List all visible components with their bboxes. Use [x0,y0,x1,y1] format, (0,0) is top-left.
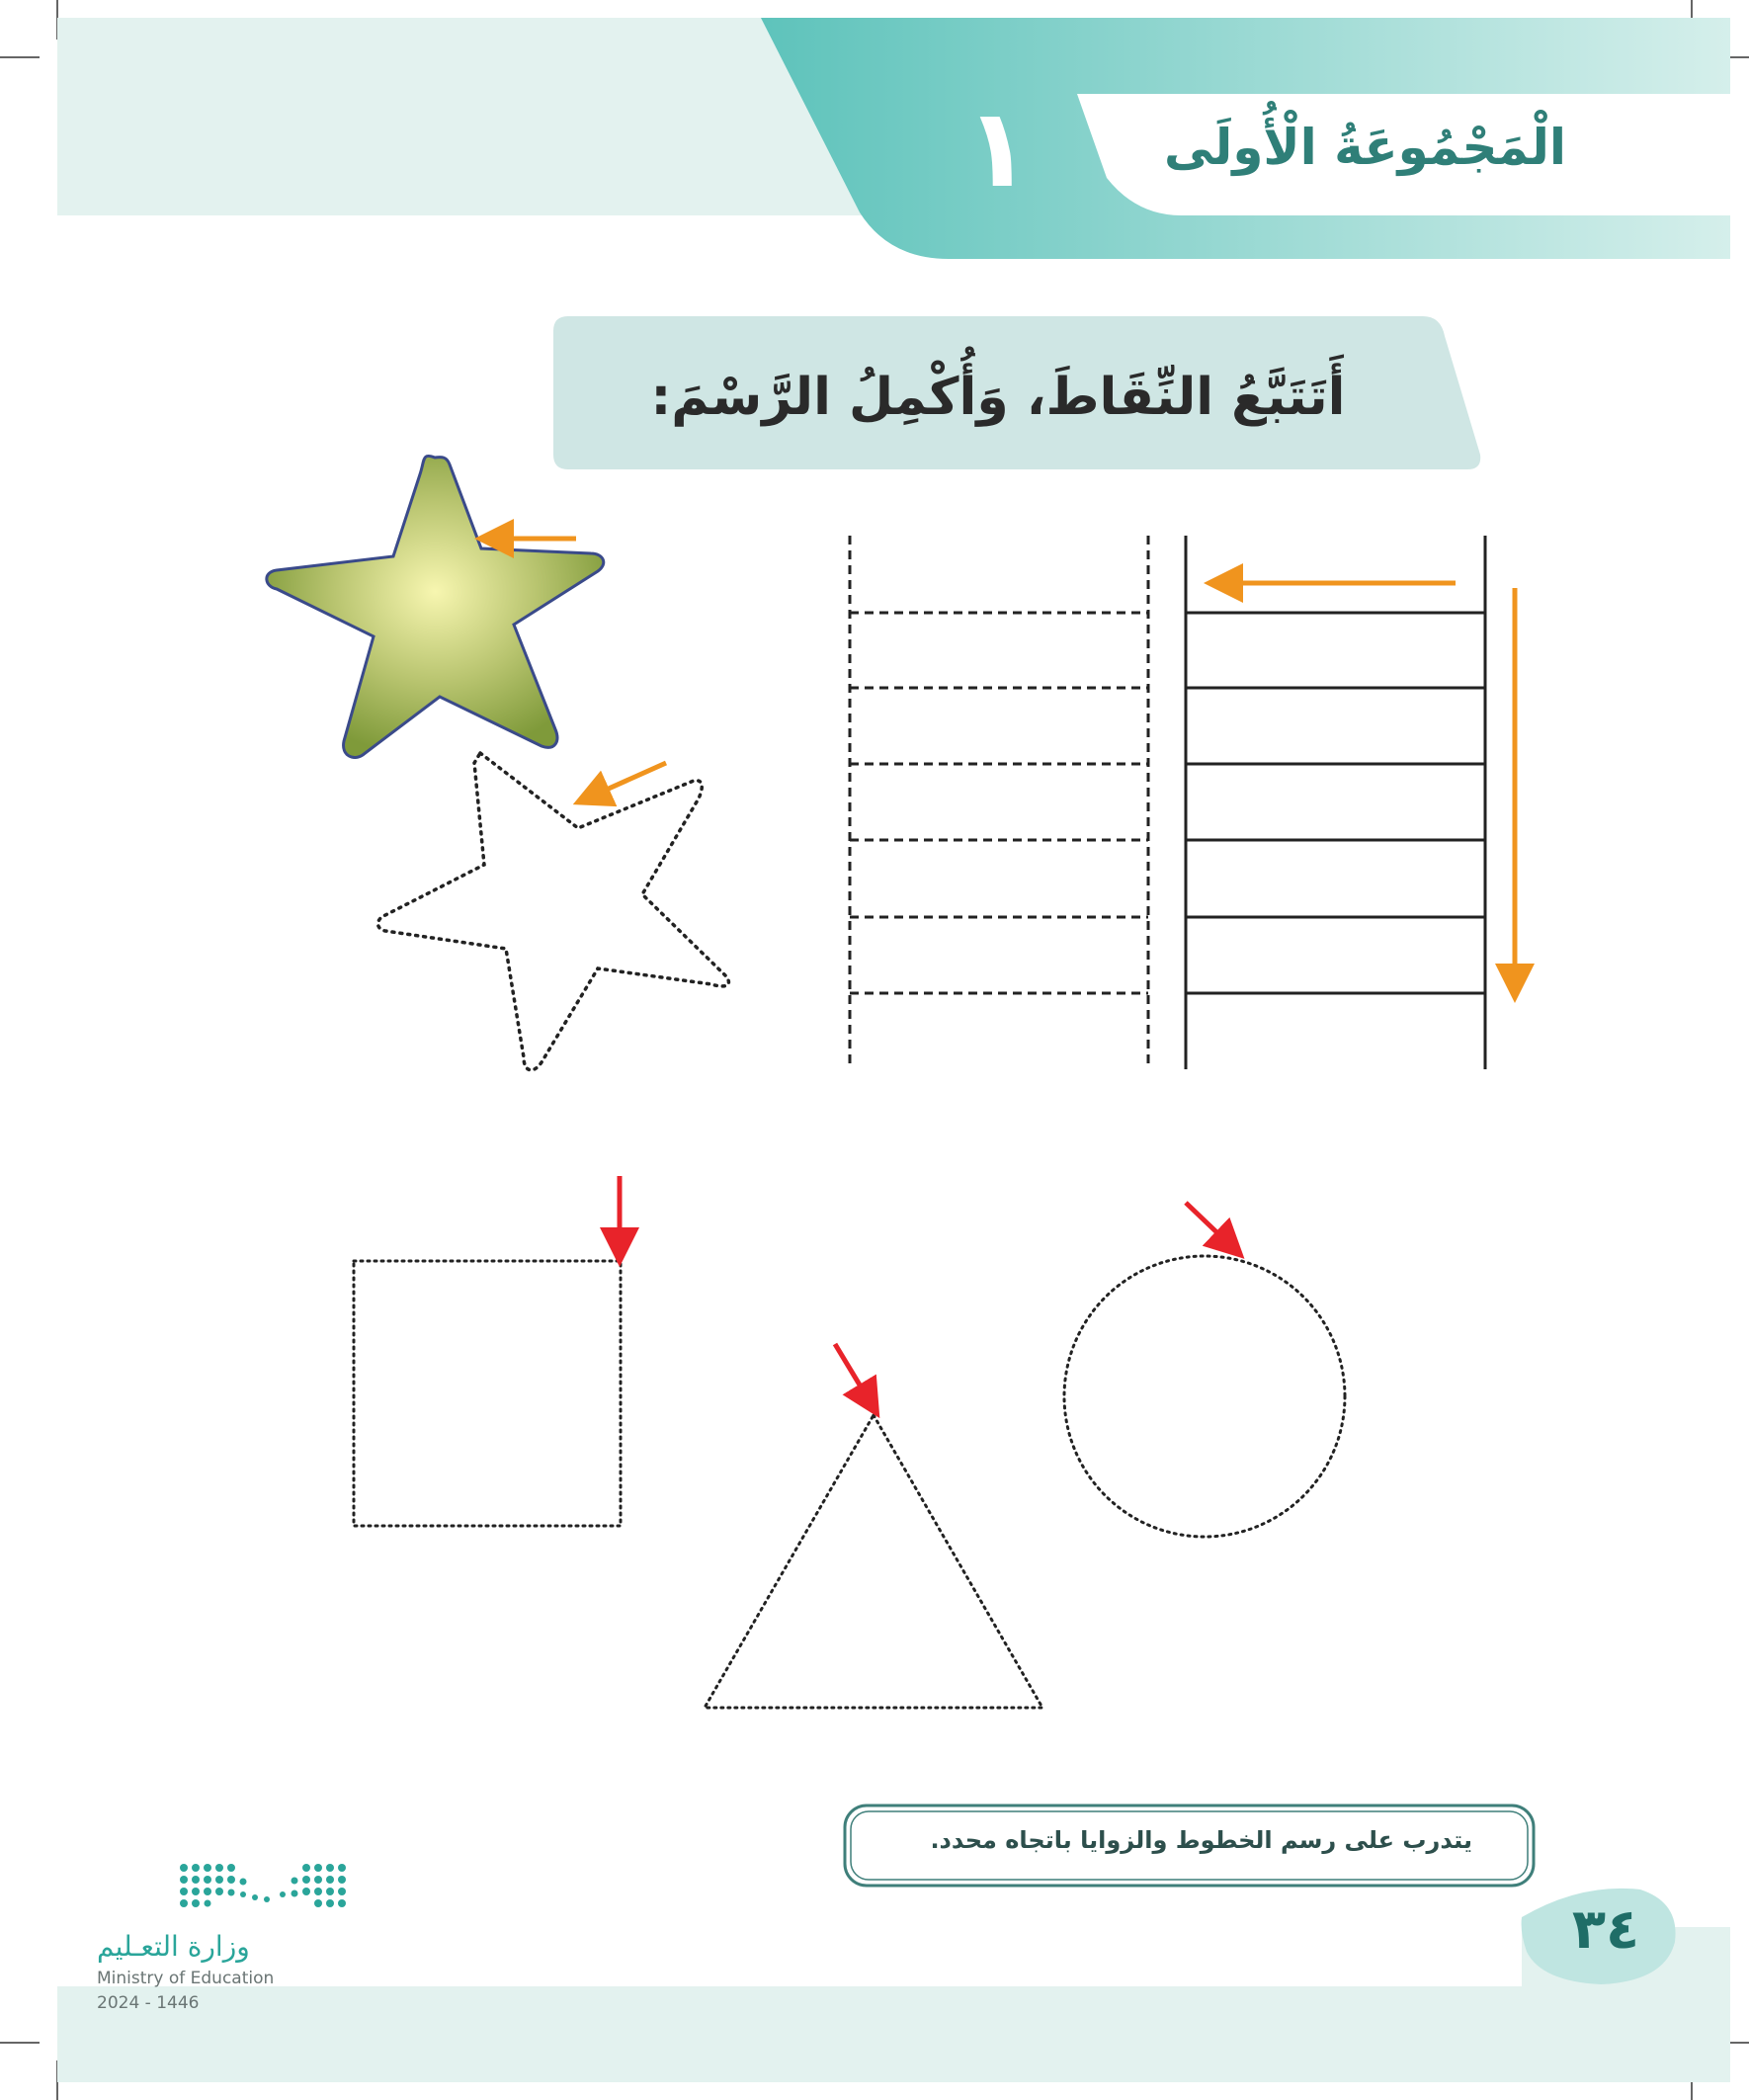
ministry-name-ar: وزارة التعـليم [97,1930,250,1963]
orange-arrow-star-bottom [591,763,666,797]
ministry-logo-dots-icon [180,1864,346,1907]
footer-band [57,1927,1730,2082]
edition-year: 2024 - 1446 [97,1993,200,2013]
page-number: ٣٤ [1571,1897,1640,1962]
group-number: ١ [964,85,1032,211]
skill-note-text: يتدرب على رسم الخطوط والزوايا باتجاه محدد. [930,1826,1472,1854]
dotted-circle [1064,1256,1345,1537]
solid-star [267,456,604,757]
dotted-star [378,753,729,1070]
red-arrow-circle [1186,1203,1230,1245]
instruction-text: أَتَتَبَّعُ النِّقَاطَ، وَأُكْمِلُ الرَّسْمَ: [650,368,1346,427]
ministry-name-en: Ministry of Education [97,1969,275,1988]
dotted-square [354,1261,621,1526]
red-arrow-triangle [835,1344,870,1401]
group-title: الْمَجْمُوعَةُ الْأُولَى [1163,119,1566,176]
ladder-solid [1186,536,1485,1069]
dotted-triangle [705,1415,1042,1708]
ladder-dashed [850,536,1148,1069]
